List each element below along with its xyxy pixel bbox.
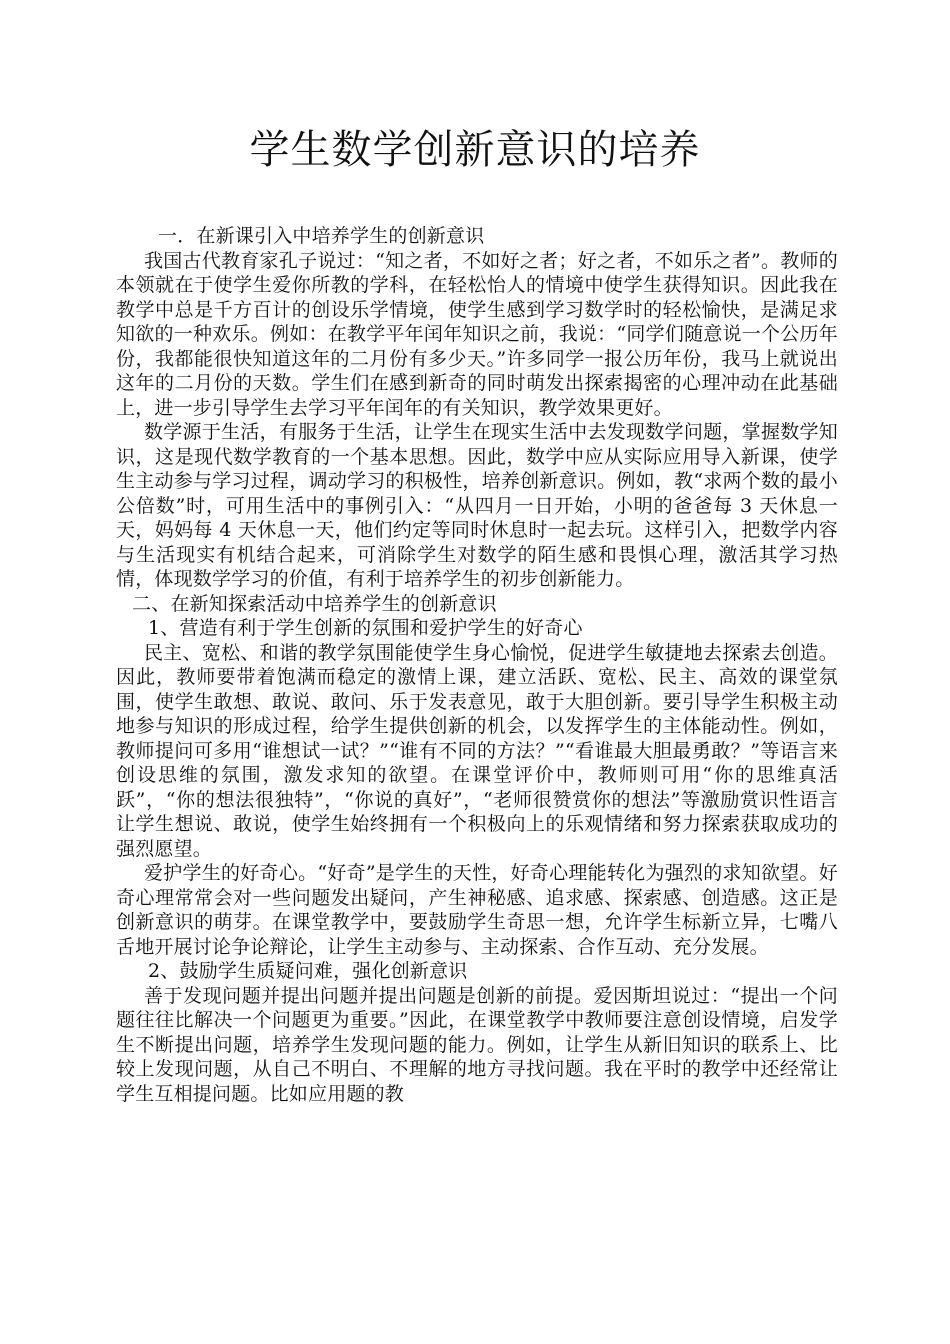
paragraph: 数学源于生活，有服务于生活，让学生在现实生活中去发现数学问题，掌握数学知识，这是现代数学教育的一个基本思想。因此，数学中应从实际应用导入新课，使学生主动参与学习过程，调动学习的积极性，培养创新意识。例如，教“求两个数的最小公倍数”时，可用生活中的事例引入：“从四月一日开始，小明的爸爸每 3 天休息一天，妈妈每 4 天休息一天，他们约定等同时休息时一起去玩。这样引入，把数学内容与生活现实有机结合起来，可消除学生对数学的陌生感和畏惧心理，激活其学习热情，体现数学学习的价值，有利于培养学生的初步创新能力。 — [116, 421, 838, 590]
section-heading: 二、在新知探索活动中培养学生的创新意识 — [132, 592, 497, 615]
section-heading: 一．在新课引入中培养学生的创新意识 — [158, 225, 485, 247]
paragraph: 民主、宽松、和谐的教学氛围能使学生身心愉悦，促进学生敏捷地去探索去创造。因此，教师要带着饱满而稳定的激情上课，建立活跃、宽松、民主、高效的课堂氛围，使学生敢想、敢说、敢问、乐于发表意见，敢于大胆创新。要引导学生积极主动地参与知识的形成过程，给学生提供创新的机会，以发挥学生的主体能动性。例如，教师提问可多用“谁想试一试？”“谁有不同的方法？”“看谁最大胆最勇敢？”等语言来创设思维的氛围，激发求知的欲望。在课堂评价中，教师则可用“你的思维真活跃”，“你的想法很独特”，“你说的真好”，“老师很赞赏你的想法”等激励赏识性语言让学生想说、敢说，使学生始终拥有一个积极向上的乐观情绪和努力探索获取成功的强烈愿望。 — [116, 641, 838, 860]
document-title: 学生数学创新意识的培养 — [249, 127, 701, 173]
paragraph: 爱护学生的好奇心。“好奇”是学生的天性，好奇心理能转化为强烈的求知欲望。好奇心理常常会对一些问题发出疑问，产生神秘感、追求感、探索感、创造感。这正是创新意识的萌芽。在课堂教学中，要鼓励学生奇思一想，允许学生标新立异，七嘴八舌地开展讨论争论辩论，让学生主动参与、主动探索、合作互动、充分发展。 — [116, 862, 838, 958]
subsection-heading: 2、鼓励学生质疑问难，强化创新意识 — [148, 960, 468, 982]
document-body — [116, 224, 838, 1106]
paragraph: 我国古代教育家孔子说过：“知之者，不如好之者；好之者，不如乐之者”。教师的本领就在于使学生爱你所教的学科，在轻松怡人的情境中使学生获得知识。因此我在教学中总是千方百计的创设乐学情境，使学生感到学习数学时的轻松愉快，是满足求知欲的一种欢乐。例如：在教学平年闰年知识之前，我说：“同学们随意说一个公历年份，我都能很快知道这年的二月份有多少天。”许多同学一报公历年份，我马上就说出这年的二月份的天数。学生们在感到新奇的同时萌发出探索揭密的心理冲动在此基础上，进一步引导学生去学习平年闰年的有关知识，教学效果更好。 — [116, 249, 838, 419]
subsection-heading: 1、营造有利于学生创新的氛围和爱护学生的好奇心 — [148, 617, 583, 639]
paragraph: 善于发现问题并提出问题并提出问题是创新的前提。爱因斯坦说过：“提出一个问题往往比解决一个问题更为重要。”因此，在课堂教学中教师要注意创设情境，启发学生不断提出问题，培养学生发现问题的能力。例如，让学生从新旧知识的联系上、比较上发现问题，从自己不明白、不理解的地方寻找问题。我在平时的教学中还经常让学生互相提问题。比如应用题的教 — [116, 984, 838, 1105]
